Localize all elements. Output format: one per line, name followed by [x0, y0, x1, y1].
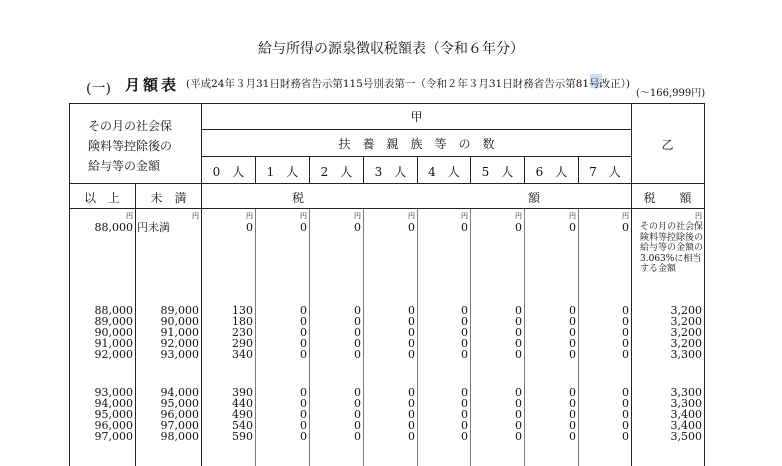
first-row-from: 88,000 [94, 221, 133, 234]
income-from: 92,000 [94, 348, 133, 361]
unit-label: 円 [408, 212, 415, 220]
income-column-header [88, 116, 172, 176]
kou-tax-3: 0 [408, 315, 415, 328]
kou-tax-6: 0 [569, 337, 576, 350]
kou-header: 甲 [410, 110, 423, 124]
kou-tax-7: 0 [622, 348, 629, 361]
otsu-tax: 3,300 [670, 348, 702, 361]
kou-tax-6: 0 [569, 408, 576, 421]
kou-tax-6: 0 [569, 326, 576, 339]
kou-tax-1: 0 [300, 315, 307, 328]
unit-label: 円 [126, 212, 133, 220]
miman-header: 未 満 [150, 191, 187, 205]
income-to: 92,000 [160, 337, 199, 350]
dependents-4: 4 人 [428, 165, 460, 179]
income-to: 98,000 [160, 430, 199, 443]
otsu-tax: 3,200 [670, 315, 702, 328]
kou-tax-5: 0 [515, 348, 522, 361]
kou-tax-2: 0 [354, 386, 361, 399]
income-to: 90,000 [160, 315, 199, 328]
income-header-line: その月の社会保 [88, 119, 173, 133]
kou-tax-4: 0 [461, 315, 468, 328]
otsu-tax: 3,500 [670, 430, 702, 443]
kou-tax-1: 0 [300, 419, 307, 432]
kou-tax-5: 0 [515, 304, 522, 317]
income-from: 90,000 [94, 326, 133, 339]
otsu-note: その月の社会保険料等控除後の給与等の金額の3.063%に相当する金額 [640, 222, 704, 274]
kou-tax-3: 0 [408, 326, 415, 339]
income-to: 89,000 [160, 304, 199, 317]
zei-header: 税 [292, 191, 305, 205]
otsu-tax: 3,200 [670, 304, 702, 317]
first-row-kou: 0 [461, 221, 468, 234]
kou-tax-2: 0 [354, 326, 361, 339]
document-title: 給与所得の源泉徴収税額表（令和６年分） [258, 41, 524, 57]
kou-tax-1: 0 [300, 408, 307, 421]
income-to: 97,000 [160, 419, 199, 432]
unit-label: 円 [300, 212, 307, 220]
kou-tax-2: 0 [354, 408, 361, 421]
dependents-0: 0 人 [212, 165, 245, 179]
kou-tax-3: 0 [408, 419, 415, 432]
kou-tax-4: 0 [461, 430, 468, 443]
kou-tax-4: 0 [461, 408, 468, 421]
income-from: 95,000 [94, 408, 133, 421]
kou-tax-0: 590 [232, 430, 253, 443]
kou-tax-6: 0 [569, 430, 576, 443]
otsu-tax: 3,300 [670, 397, 702, 410]
kou-tax-6: 0 [569, 386, 576, 399]
kou-tax-1: 0 [300, 337, 307, 350]
kou-tax-6: 0 [569, 397, 576, 410]
dependents-1: 1 人 [266, 165, 299, 179]
kou-tax-4: 0 [461, 348, 468, 361]
first-row-kou: 0 [622, 221, 629, 234]
income-to: 94,000 [160, 386, 199, 399]
dependents-3: 3 人 [374, 165, 407, 179]
kou-tax-0: 130 [232, 304, 253, 317]
income-from: 91,000 [94, 337, 133, 350]
kou-tax-6: 0 [569, 348, 576, 361]
first-row-kou: 0 [354, 221, 361, 234]
kou-tax-0: 340 [232, 348, 253, 361]
kou-tax-1: 0 [300, 348, 307, 361]
income-to: 96,000 [160, 408, 199, 421]
otsu-tax: 3,200 [670, 326, 702, 339]
kou-tax-3: 0 [408, 348, 415, 361]
kou-tax-7: 0 [622, 326, 629, 339]
kou-tax-3: 0 [408, 337, 415, 350]
kou-tax-6: 0 [569, 419, 576, 432]
kou-tax-6: 0 [569, 304, 576, 317]
kou-tax-2: 0 [354, 315, 361, 328]
kou-tax-0: 180 [232, 315, 253, 328]
section-range: (～166,999円) [636, 88, 706, 99]
kou-tax-1: 0 [300, 326, 307, 339]
kou-tax-1: 0 [300, 386, 307, 399]
first-row-kou: 0 [569, 221, 576, 234]
kou-tax-3: 0 [408, 408, 415, 421]
kou-tax-3: 0 [408, 397, 415, 410]
first-row-kou: 0 [408, 221, 415, 234]
kou-tax-4: 0 [461, 419, 468, 432]
kou-tax-7: 0 [622, 397, 629, 410]
kou-tax-5: 0 [515, 386, 522, 399]
kou-tax-4: 0 [461, 397, 468, 410]
kou-tax-1: 0 [300, 304, 307, 317]
unit-label: 円 [622, 212, 629, 220]
kou-tax-2: 0 [354, 397, 361, 410]
dependents-6: 6 人 [535, 165, 568, 179]
first-row-kou: 0 [515, 221, 522, 234]
dependents-5: 5 人 [481, 165, 514, 179]
income-to: 93,000 [160, 348, 199, 361]
first-row-kou: 0 [300, 221, 307, 234]
kou-tax-0: 490 [232, 408, 253, 421]
income-from: 96,000 [94, 419, 133, 432]
otsu-tax: 3,200 [670, 337, 702, 350]
income-from: 89,000 [94, 315, 133, 328]
dependents-header: 扶 養 親 族 等 の 数 [338, 137, 495, 151]
first-row-to: 円未満 [137, 221, 170, 234]
income-from: 94,000 [94, 397, 133, 410]
kou-tax-5: 0 [515, 408, 522, 421]
otsu-header: 乙 [661, 138, 674, 152]
kou-tax-6: 0 [569, 315, 576, 328]
section-note: (平成24年３月31日財務省告示第115号別表第一（令和２年３月31日財務省告示第81号改正）) [186, 78, 630, 90]
unit-label: 円 [461, 212, 468, 220]
kou-tax-0: 290 [232, 337, 253, 350]
otsu-tax: 3,400 [670, 419, 702, 432]
kou-tax-5: 0 [515, 337, 522, 350]
otsu-tax: 3,300 [670, 386, 702, 399]
kou-tax-5: 0 [515, 315, 522, 328]
kou-tax-2: 0 [354, 304, 361, 317]
kou-tax-2: 0 [354, 430, 361, 443]
kou-tax-2: 0 [354, 337, 361, 350]
unit-label: 円 [569, 212, 576, 220]
kou-tax-4: 0 [461, 386, 468, 399]
income-from: 93,000 [94, 386, 133, 399]
gaku-header: 額 [528, 191, 541, 205]
kou-tax-5: 0 [515, 430, 522, 443]
kou-tax-5: 0 [515, 419, 522, 432]
kou-tax-4: 0 [461, 326, 468, 339]
kou-tax-7: 0 [622, 408, 629, 421]
dependents-7: 7 人 [589, 165, 621, 179]
kou-tax-7: 0 [622, 315, 629, 328]
section-name: 月額表 [125, 76, 180, 94]
otsu-tax: 3,400 [670, 408, 702, 421]
dependents-2: 2 人 [320, 165, 353, 179]
income-from: 97,000 [94, 430, 133, 443]
kou-tax-3: 0 [408, 430, 415, 443]
kou-tax-2: 0 [354, 348, 361, 361]
unit-label: 円 [246, 212, 253, 220]
kou-tax-4: 0 [461, 304, 468, 317]
otsu-zeigaku-header: 税 額 [643, 191, 692, 205]
kou-tax-4: 0 [461, 337, 468, 350]
income-to: 95,000 [160, 397, 199, 410]
income-from: 88,000 [94, 304, 133, 317]
income-header-line: 給与等の金額 [88, 159, 161, 173]
kou-tax-1: 0 [300, 430, 307, 443]
income-header-line: 険料等控除後の [88, 139, 173, 153]
kou-tax-0: 540 [232, 419, 253, 432]
kou-tax-7: 0 [622, 386, 629, 399]
ijo-header: 以 上 [83, 191, 120, 205]
first-row-kou: 0 [246, 221, 253, 234]
unit-label: 円 [354, 212, 361, 220]
kou-tax-0: 390 [232, 386, 253, 399]
income-to: 91,000 [160, 326, 199, 339]
kou-tax-5: 0 [515, 397, 522, 410]
kou-tax-0: 440 [232, 397, 253, 410]
section-number: (一) [86, 81, 111, 97]
unit-label: 円 [695, 212, 702, 220]
kou-tax-5: 0 [515, 326, 522, 339]
kou-tax-0: 230 [232, 326, 253, 339]
kou-tax-7: 0 [622, 337, 629, 350]
kou-tax-1: 0 [300, 397, 307, 410]
kou-tax-2: 0 [354, 419, 361, 432]
unit-label: 円 [192, 212, 199, 220]
kou-tax-3: 0 [408, 386, 415, 399]
unit-label: 円 [515, 212, 522, 220]
kou-tax-7: 0 [622, 304, 629, 317]
kou-tax-3: 0 [408, 304, 415, 317]
kou-tax-7: 0 [622, 430, 629, 443]
kou-tax-7: 0 [622, 419, 629, 432]
